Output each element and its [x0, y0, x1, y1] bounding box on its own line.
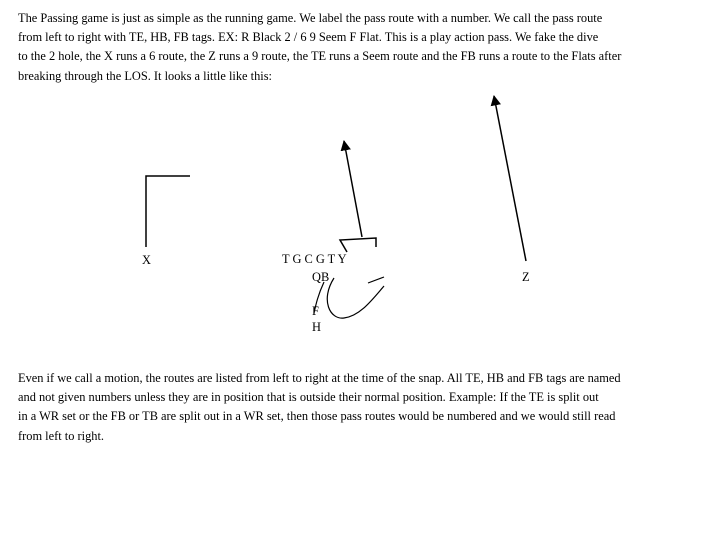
te-route-seem — [340, 238, 376, 252]
f-label: F — [312, 304, 319, 318]
fb-route-flat-end — [368, 277, 384, 283]
z-route-9 — [494, 96, 526, 261]
h-label: H — [312, 320, 321, 334]
x-label: X — [142, 253, 151, 267]
te-route-seem-stem — [344, 141, 362, 237]
qb-label: QB — [312, 270, 330, 284]
outro-paragraph: Even if we call a motion, the routes are listed from left to right at the time of the snap. All TE, HB and FB tags are named and not given numbers unless they are in position that is outside their normal position. Example: If the TE is split out in a WR set or the FB or TB are split out in a WR set, then those pass routes would be numbered and we would still read from left to right. — [18, 371, 621, 443]
intro-paragraph: The Passing game is just as simple as the running game. We label the pass route with a number. We call the pass route from left to right with TE, HB, FB tags. EX: R Black 2 / 6 9 Seem F Flat. This is a play action pass. We fake the dive to the 2 hole, the X runs a 6 route, the Z runs a 9 route, the TE runs a Seem route and the FB runs a route to the Flats after breaking through the LOS. It looks a little like this: — [18, 11, 622, 83]
fb-route-flat — [327, 278, 384, 318]
z-label: Z — [522, 270, 530, 284]
line-label: T G C G T Y — [282, 252, 347, 266]
x-route-6 — [146, 176, 190, 247]
